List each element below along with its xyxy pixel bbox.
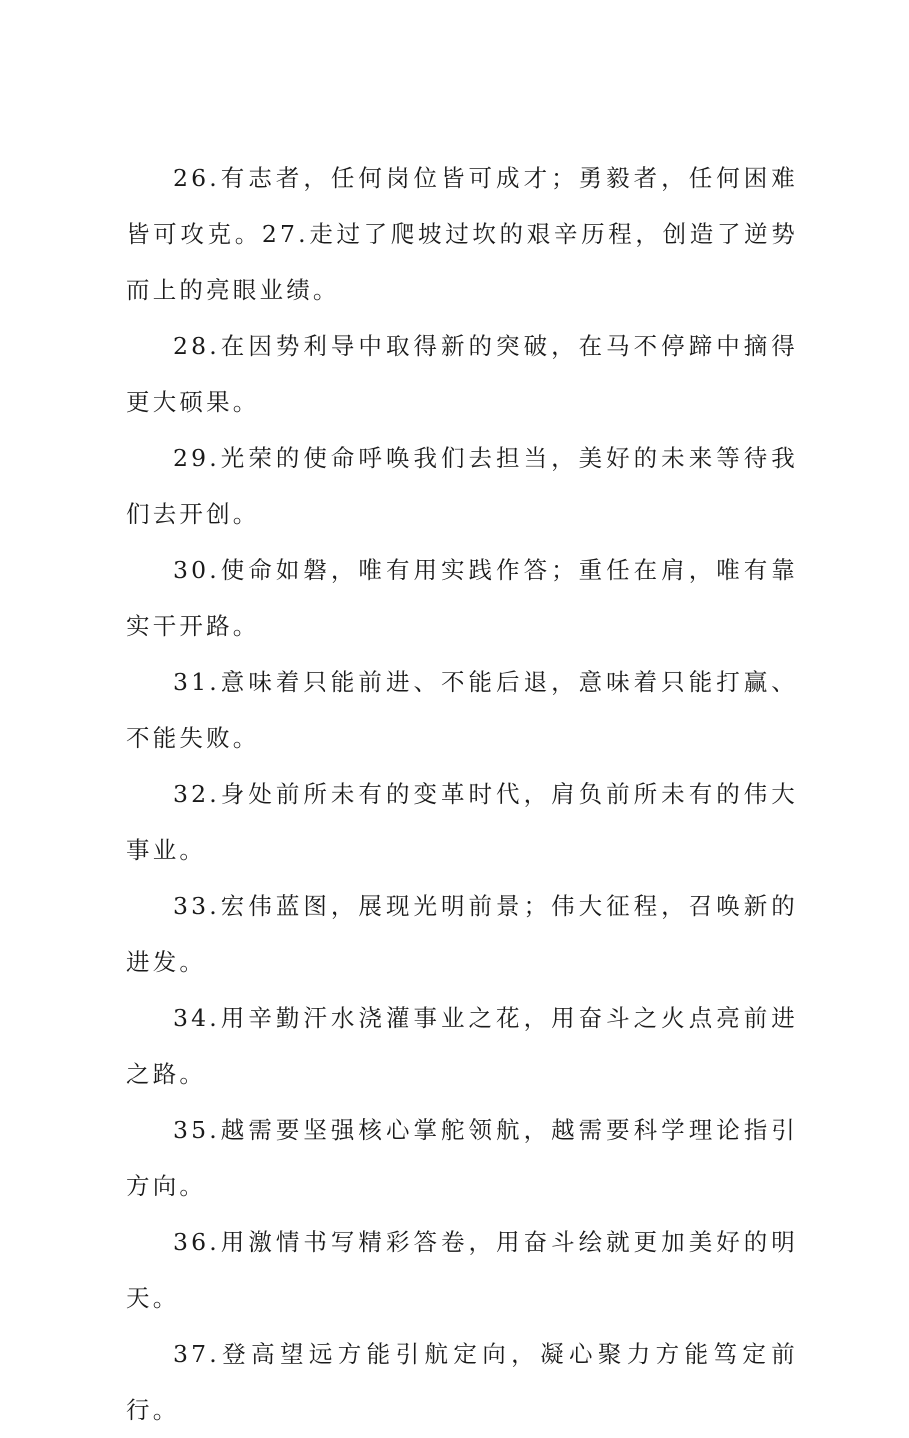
paragraph-35: 35.越需要坚强核心掌舵领航，越需要科学理论指引方向。 [126, 1116, 798, 1200]
paragraph-32: 32.身处前所未有的变革时代，肩负前所未有的伟大事业。 [126, 780, 798, 864]
paragraph-29: 29.光荣的使命呼唤我们去担当，美好的未来等待我们去开创。 [126, 444, 798, 528]
paragraph-33: 33.宏伟蓝图，展现光明前景；伟大征程，召唤新的进发。 [126, 892, 798, 976]
paragraph-36: 36.用激情书写精彩答卷，用奋斗绘就更加美好的明天。 [126, 1228, 798, 1312]
paragraph-37: 37.登高望远方能引航定向，凝心聚力方能笃定前行。 [126, 1340, 798, 1424]
document-body [126, 150, 798, 1438]
paragraph-26-27: 26.有志者，任何岗位皆可成才；勇毅者，任何困难皆可攻克。27.走过了爬坡过坎的艰辛历程，创造了逆势而上的亮眼业绩。 [126, 164, 798, 304]
paragraph-28: 28.在因势利导中取得新的突破，在马不停蹄中摘得更大硕果。 [126, 332, 798, 416]
paragraph-31: 31.意味着只能前进、不能后退，意味着只能打赢、不能失败。 [126, 668, 798, 752]
paragraph-30: 30.使命如磐，唯有用实践作答；重任在肩，唯有靠实干开路。 [126, 556, 798, 640]
paragraph-34: 34.用辛勤汗水浇灌事业之花，用奋斗之火点亮前进之路。 [126, 1004, 798, 1088]
